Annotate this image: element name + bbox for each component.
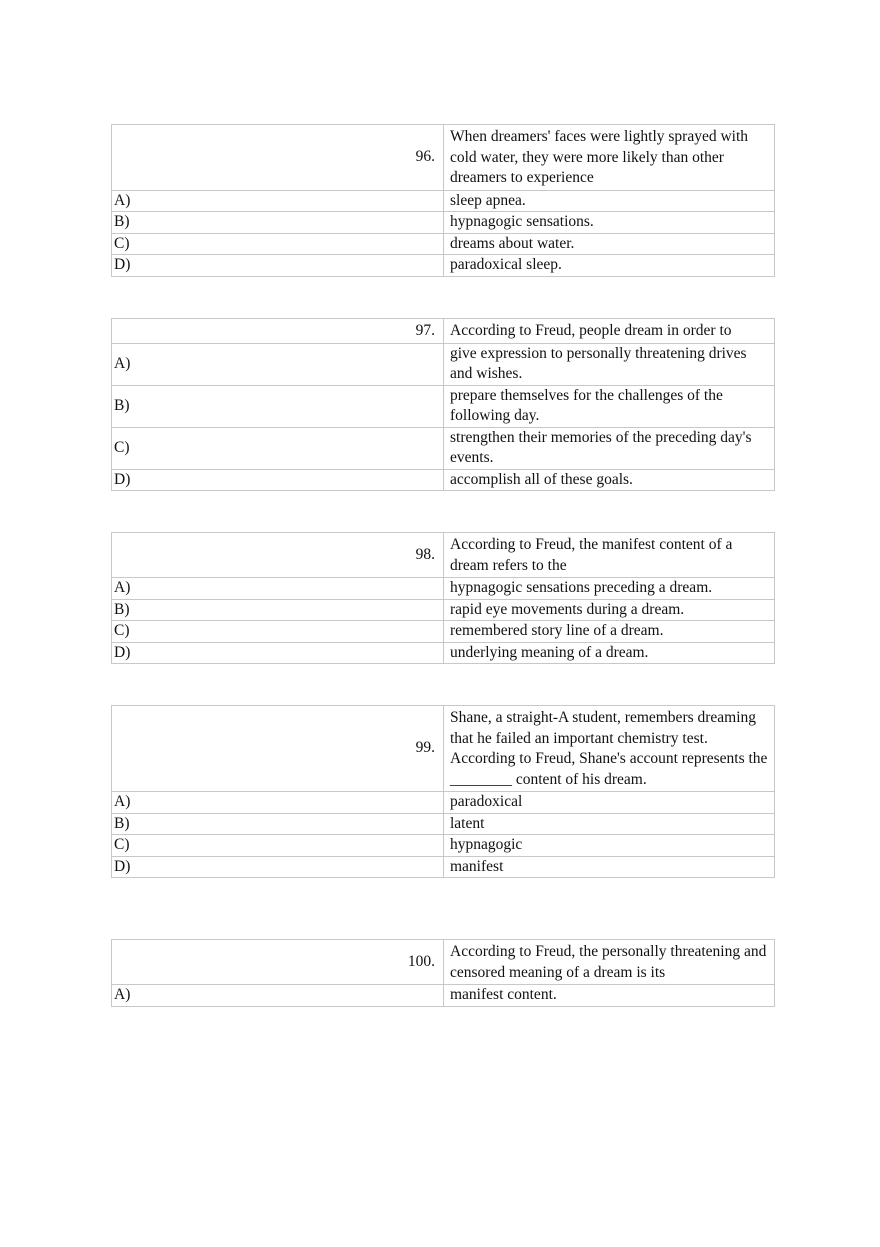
option-letter: A) <box>112 578 444 600</box>
option-letter: C) <box>112 233 444 255</box>
option-letter: C) <box>112 621 444 643</box>
option-text: remembered story line of a dream. <box>444 621 775 643</box>
option-letter: B) <box>112 385 444 427</box>
option-letter: A) <box>112 343 444 385</box>
question-stem: According to Freud, the personally threatening and censored meaning of a dream is its <box>444 940 775 985</box>
option-letter: D) <box>112 856 444 878</box>
option-text: give expression to personally threatening drives and wishes. <box>444 343 775 385</box>
question-99-table <box>111 705 775 878</box>
option-text: latent <box>444 813 775 835</box>
question-97-table <box>111 318 775 491</box>
option-text: manifest <box>444 856 775 878</box>
question-number: 96. <box>112 125 444 191</box>
option-letter: B) <box>112 212 444 234</box>
option-letter: A) <box>112 190 444 212</box>
option-text: accomplish all of these goals. <box>444 469 775 491</box>
option-letter: B) <box>112 813 444 835</box>
question-96-table <box>111 124 775 277</box>
option-letter: D) <box>112 469 444 491</box>
option-text: sleep apnea. <box>444 190 775 212</box>
option-text: hypnagogic sensations. <box>444 212 775 234</box>
option-letter: A) <box>112 792 444 814</box>
option-letter: C) <box>112 835 444 857</box>
option-text: paradoxical <box>444 792 775 814</box>
option-letter: D) <box>112 255 444 277</box>
option-text: hypnagogic <box>444 835 775 857</box>
option-text: hypnagogic sensations preceding a dream. <box>444 578 775 600</box>
option-text: paradoxical sleep. <box>444 255 775 277</box>
option-letter: D) <box>112 642 444 664</box>
option-letter: C) <box>112 427 444 469</box>
option-text: prepare themselves for the challenges of the following day. <box>444 385 775 427</box>
question-98-table <box>111 532 775 664</box>
question-number: 98. <box>112 533 444 578</box>
question-number: 99. <box>112 706 444 792</box>
question-number: 100. <box>112 940 444 985</box>
question-stem: According to Freud, the manifest content of a dream refers to the <box>444 533 775 578</box>
option-text: underlying meaning of a dream. <box>444 642 775 664</box>
option-text: dreams about water. <box>444 233 775 255</box>
question-stem: According to Freud, people dream in order to <box>444 319 775 344</box>
option-text: rapid eye movements during a dream. <box>444 599 775 621</box>
option-letter: B) <box>112 599 444 621</box>
question-number: 97. <box>112 319 444 344</box>
option-letter: A) <box>112 985 444 1007</box>
option-text: manifest content. <box>444 985 775 1007</box>
question-stem: When dreamers' faces were lightly sprayed with cold water, they were more likely than other dreamers to experience <box>444 125 775 191</box>
question-100-table <box>111 939 775 1007</box>
question-stem: Shane, a straight-A student, remembers dreaming that he failed an important chemistry test. According to Freud, Shane's account represents the ________ content of his dream. <box>444 706 775 792</box>
option-text: strengthen their memories of the preceding day's events. <box>444 427 775 469</box>
